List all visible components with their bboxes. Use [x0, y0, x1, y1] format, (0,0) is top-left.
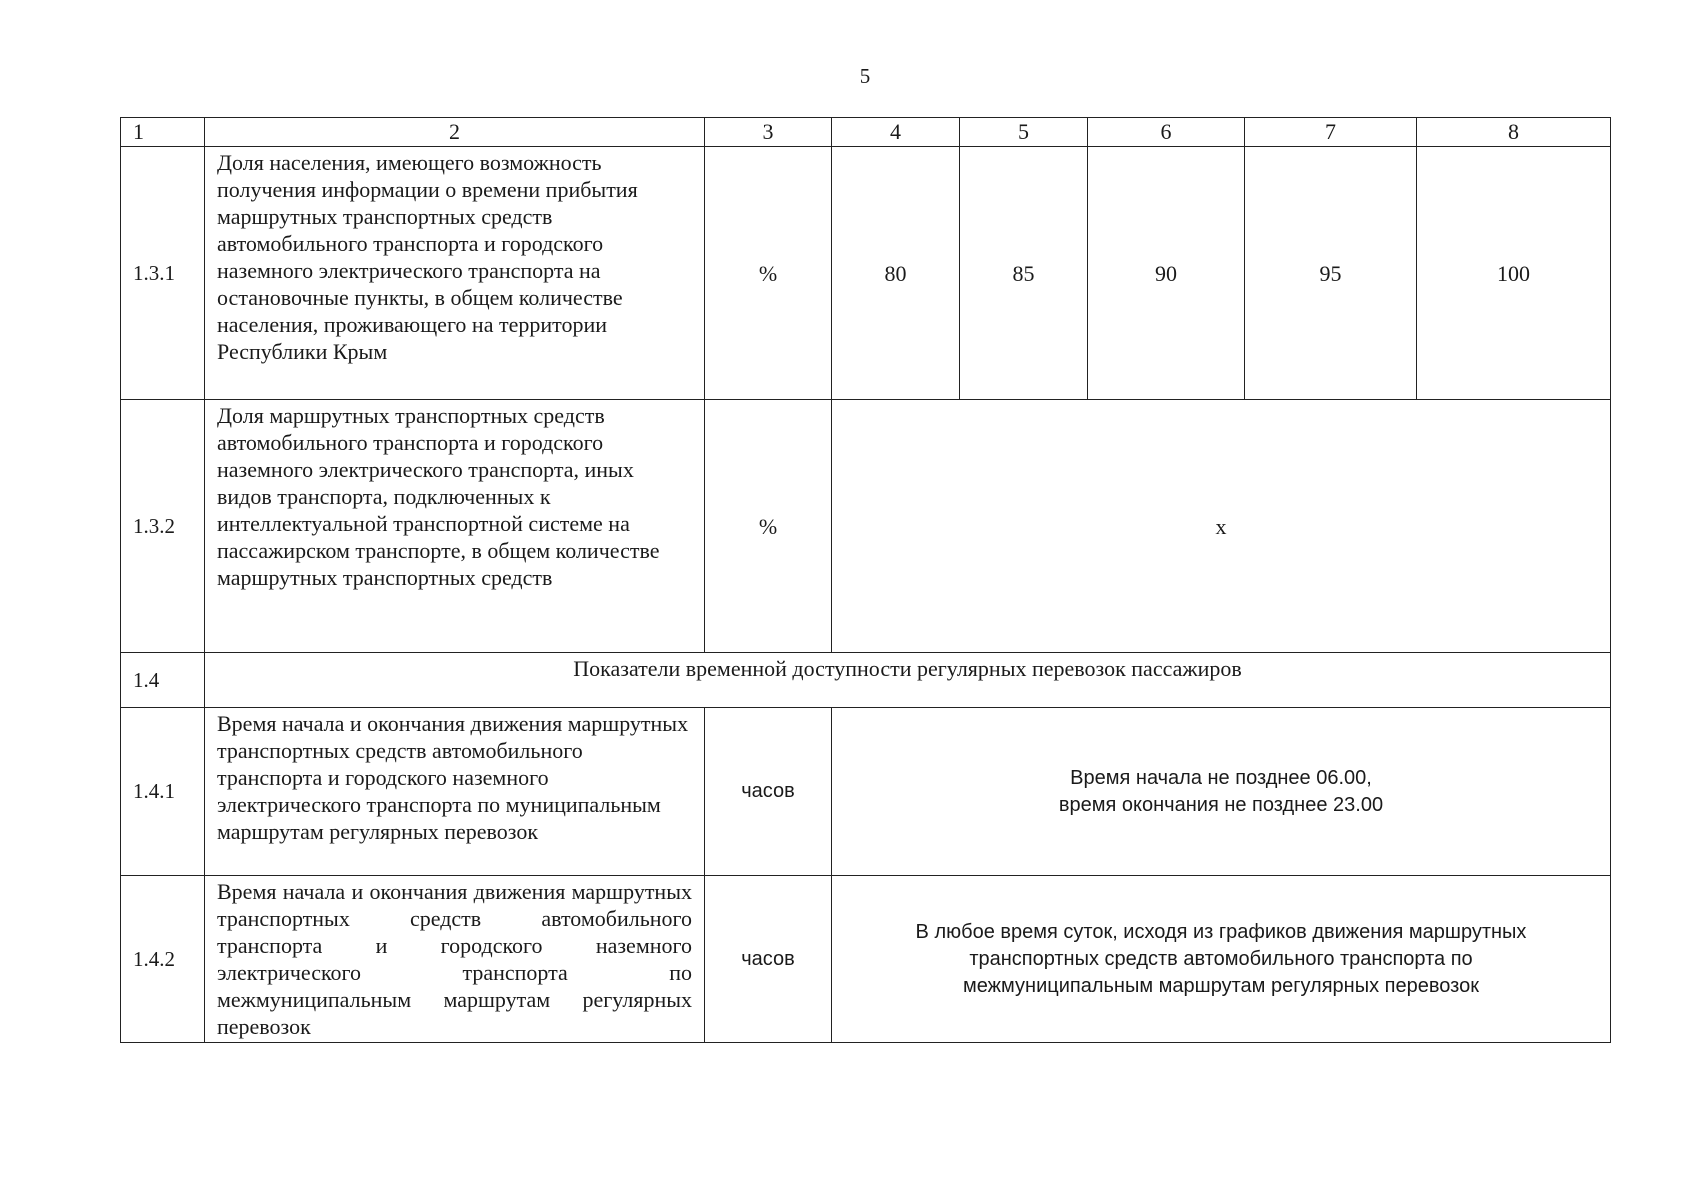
merged-value-cell: х — [832, 400, 1611, 653]
indicator-description: Доля населения, имеющего возможность получения информации о времени прибытия маршрутных транспортных средств автомобильного транспорта и городского наземного электрического транспорта на остановочные пункты, в общем количестве населения, проживающего на территории Республики Крым — [205, 147, 705, 400]
row-number: 1.3.2 — [121, 400, 205, 653]
table-row-1-4-2 — [121, 876, 1611, 1043]
row-number: 1.4.1 — [121, 708, 205, 876]
value-cell-6: 90 — [1088, 147, 1245, 400]
unit-cell: % — [705, 400, 832, 653]
unit-cell: часов — [705, 876, 832, 1043]
header-cell-1: 1 — [121, 118, 205, 147]
value-cell-8: 100 — [1417, 147, 1611, 400]
header-cell-2: 2 — [205, 118, 705, 147]
header-cell-6: 6 — [1088, 118, 1245, 147]
header-cell-7: 7 — [1245, 118, 1417, 147]
merged-value-cell: Время начала не позднее 06.00, время окончания не позднее 23.00 — [832, 708, 1611, 876]
unit-cell: часов — [705, 708, 832, 876]
table-row-1-3-1 — [121, 147, 1611, 400]
value-cell-4: 80 — [832, 147, 960, 400]
merged-value-cell: В любое время суток, исходя из графиков движения маршрутных транспортных средств автомобильного транспорта по межмуниципальным маршрутам регулярных перевозок — [832, 876, 1611, 1043]
table-row-1-3-2 — [121, 400, 1611, 653]
row-number: 1.4.2 — [121, 876, 205, 1043]
header-cell-5: 5 — [960, 118, 1088, 147]
header-cell-8: 8 — [1417, 118, 1611, 147]
header-cell-4: 4 — [832, 118, 960, 147]
table-row-1-4 — [121, 653, 1611, 708]
indicator-description: Доля маршрутных транспортных средств автомобильного транспорта и городского наземного электрического транспорта, иных видов транспорта, подключенных к интеллектуальной транспортной системе на пассажирском транспорте, в общем количестве маршрутных транспортных средств — [205, 400, 705, 653]
indicator-description: Время начала и окончания движения маршрутных транспортных средств автомобильного транспорта и городского наземного электрического транспорта по муниципальным маршрутам регулярных перевозок — [205, 708, 705, 876]
value-cell-7: 95 — [1245, 147, 1417, 400]
row-number: 1.4 — [121, 653, 205, 708]
header-cell-3: 3 — [705, 118, 832, 147]
row-number: 1.3.1 — [121, 147, 205, 400]
section-title: Показатели временной доступности регулярных перевозок пассажиров — [205, 653, 1611, 708]
table-row-1-4-1 — [121, 708, 1611, 876]
table-header-row — [121, 118, 1611, 147]
indicator-description: Время начала и окончания движения маршрутных транспортных средств автомобильного транспорта и городского наземного электрического транспорта по межмуниципальным маршрутам регулярных перевозок — [205, 876, 705, 1043]
unit-cell: % — [705, 147, 832, 400]
indicators-table — [120, 117, 1611, 1043]
value-cell-5: 85 — [960, 147, 1088, 400]
page-number: 5 — [859, 64, 871, 88]
